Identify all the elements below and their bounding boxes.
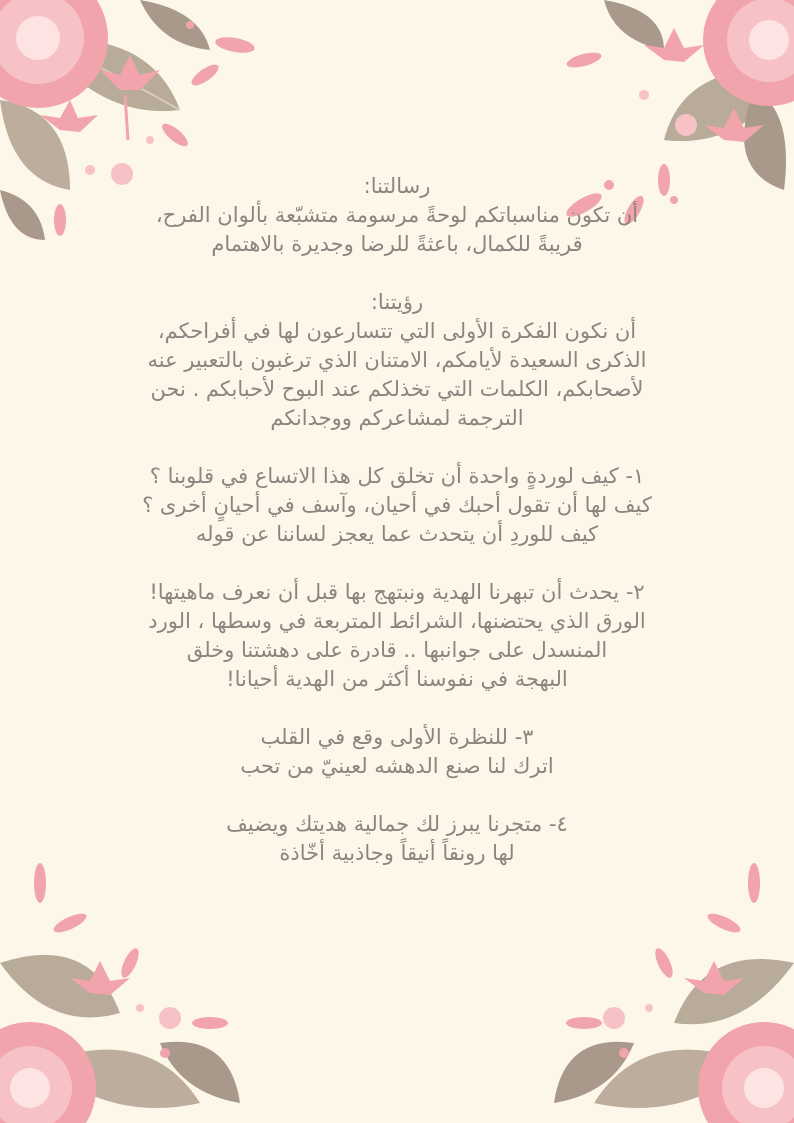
petal-icon xyxy=(192,1017,228,1029)
dot-icon xyxy=(645,1004,653,1012)
mission-section xyxy=(60,172,734,259)
flower-icon xyxy=(0,0,108,108)
vision-section xyxy=(60,288,734,433)
text-line: ٤- متجرنا يبرز لك جمالية هديتك ويضيف xyxy=(226,812,568,836)
petal-icon xyxy=(34,863,46,903)
text-line: اترك لنا صنع الدهشه لعينيّ من تحب xyxy=(240,754,554,778)
point-2-section xyxy=(60,578,734,694)
blossom-icon xyxy=(675,114,697,136)
text-line: الورق الذي يحتضنها، الشرائط المتربعة في وسطها ، الورد xyxy=(148,609,646,633)
dot-icon xyxy=(639,90,649,100)
dot-icon xyxy=(619,1048,629,1058)
petal-icon xyxy=(214,35,256,56)
petal-icon xyxy=(705,910,743,936)
petal-icon xyxy=(748,863,760,903)
leaf-icon xyxy=(0,190,45,240)
text-line: لأصحابكم، الكلمات التي تخذلكم عند البوح لأحبابكم . نحن xyxy=(150,377,644,401)
petal-icon xyxy=(188,61,221,89)
petal-icon xyxy=(159,120,191,150)
text-line: الترجمة لمشاعركم ووجدانكم xyxy=(270,406,524,430)
text-line: كيف للوردِ أن يتحدث عما يعجز لساننا عن قوله xyxy=(195,522,599,546)
main-text xyxy=(60,172,734,897)
point-3-section xyxy=(60,723,734,781)
flower-icon xyxy=(698,1022,794,1123)
text-line: لها رونقاً أنيقاً وجاذبية أخّاذة xyxy=(279,841,515,865)
text-line: أن تكون مناسباتكم لوحةً مرسومة متشبّعة بألوان الفرح، xyxy=(155,203,639,227)
dot-icon xyxy=(146,136,154,144)
leaf-icon xyxy=(674,959,794,1024)
petal-icon xyxy=(51,910,89,936)
text-line: أن نكون الفكرة الأولى التي تتسارعون لها في أفراحكم، xyxy=(157,319,637,343)
dot-icon xyxy=(136,1004,144,1012)
leaf-icon xyxy=(604,0,664,50)
text-line: كيف لها أن تقول أحبك في أحيان، وآسف في أحيانٍ أخرى ؟ xyxy=(142,493,652,517)
dot-icon xyxy=(186,21,194,29)
text-line: الذكرى السعيدة لأيامكم، الامتنان الذي ترغبون بالتعبير عنه xyxy=(147,348,647,372)
flower-icon xyxy=(0,1022,96,1123)
text-line: ٢- يحدث أن تبهرنا الهدية ونبتهج بها قبل أن نعرف ماهيتها! xyxy=(149,580,645,604)
text-line: المنسدل على جوانبها .. قادرة على دهشتنا وخلق xyxy=(186,638,608,662)
vision-heading: رؤيتنا: xyxy=(370,290,424,314)
petal-icon xyxy=(565,50,603,71)
text-line: ١- كيف لوردةٍ واحدة أن تخلق كل هذا الاتساع في قلوبنا ؟ xyxy=(149,464,645,488)
text-line: ٣- للنظرة الأولى وقع في القلب xyxy=(260,725,534,749)
petal-icon xyxy=(118,946,142,980)
petal-icon xyxy=(566,1017,602,1029)
blossom-icon xyxy=(159,1007,181,1029)
leaf-icon xyxy=(140,0,210,50)
blossom-icon xyxy=(603,1007,625,1029)
text-line: قريبةً للكمال، باعثةً للرضا وجديرة بالاهتمام xyxy=(211,232,583,256)
petal-icon xyxy=(652,946,676,980)
dot-icon xyxy=(160,1048,170,1058)
text-line: البهجة في نفوسنا أكثر من الهدية أحيانا! xyxy=(226,667,568,691)
point-4-section xyxy=(60,810,734,868)
point-1-section xyxy=(60,462,734,549)
mission-heading: رسالتنا: xyxy=(363,174,431,198)
